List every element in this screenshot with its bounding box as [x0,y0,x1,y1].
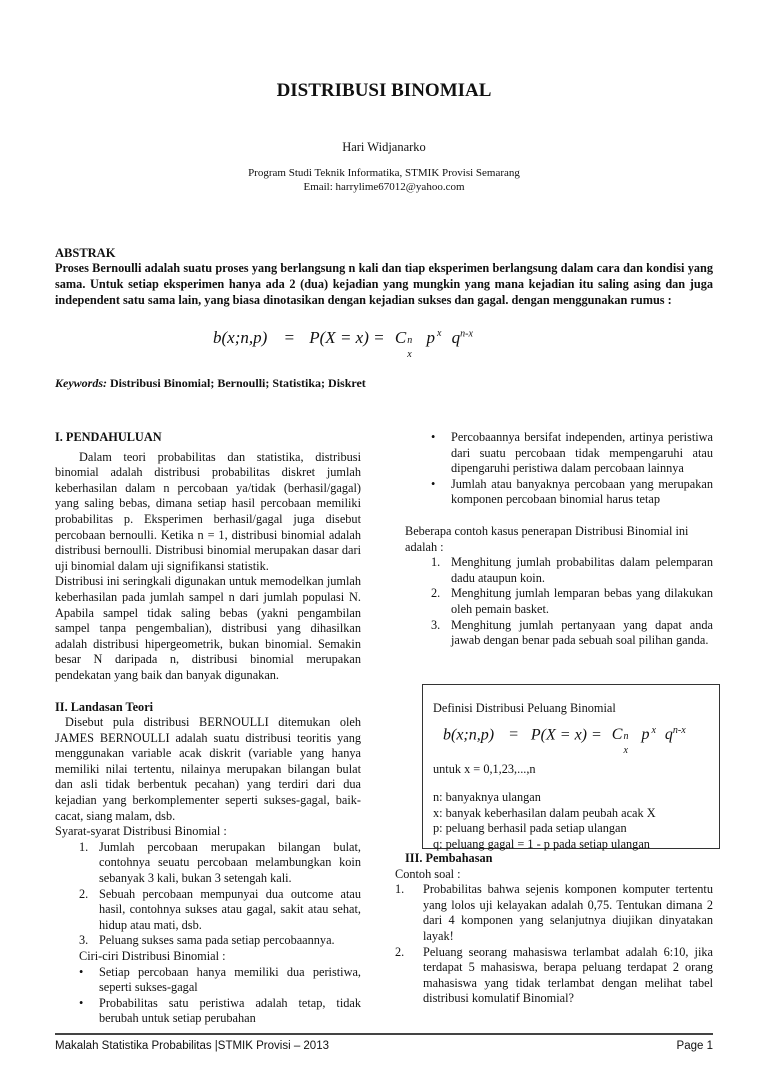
syarat-heading: Syarat-syarat Distribusi Binomial : [55,824,227,839]
formula-p: p [426,328,435,347]
definition-term: p: peluang berhasil pada setiap ulangan [433,821,627,836]
footer-divider [55,1033,713,1035]
box-formula-nx-sup: n-x [672,725,686,736]
list-item: 2. Sebuah percobaan mempunyai dua outcome atau hasil, contohnya sukses atau gagal, sakit atau sehat, hidup atau mati, dsb. [79,886,361,932]
definition-term: n: banyaknya ulangan [433,790,541,804]
box-formula-lhs: b(x;n,p) [443,726,495,744]
box-formula-x-sub: x [623,745,628,757]
abstract-heading: ABSTRAK [55,246,116,260]
box-formula-x-sup: x [651,725,656,736]
list-item: 1. Menghitung jumlah probabilitas dalam pelemparan dadu ataupun koin. [431,555,713,585]
section3-heading: III. Pembahasan [405,851,493,865]
section2-heading: II. Landasan Teori [55,699,154,714]
section1-para2: Distribusi ini seringkali digunakan untuk memodelkan jumlah keberhasilan pada jumlah sampel n dari jumlah populasi N. Apabila sampel tidak saling bebas (yakni pengambilan sampel tanpa pengembalian), distribusi yang dihasilkan adalah distribusi hipergeometrik, bukan binomial. Semakin besar N daripada n, distribusi binomial merupakan pendekatan yang baik dan banyak digunakan. [55,574,361,682]
formula-equals: = [283,328,296,347]
syarat-list [55,840,361,949]
formula-mid: P(X = x) = [309,328,385,347]
list-item: • Setiap percobaan hanya memiliki dua peristiwa, seperti sukses-gagal [79,964,361,995]
list-item: 1. Jumlah percobaan merupakan bilangan bulat, contohnya seuatu percobaan melambungkan koin sebanyak 3 kali, bukan 3 setengah kali. [79,839,361,886]
affiliation-block [0,166,768,194]
section3 [395,851,713,1007]
page-number: Page 1 [676,1040,713,1052]
contoh-intro: Beberapa contoh kasus penerapan Distribusi Binomial ini adalah : [405,523,689,554]
main-formula [213,328,473,360]
list-item: • Percobaannya bersifat independen, artinya peristiwa dari suatu percobaan tidak mempengaruhi atau dipengaruhi peristiwa dalam percobaan lainnya [431,430,713,476]
list-item: • Probabilitas satu peristiwa adalah tetap, tidak berubah untuk setiap perubahan [79,995,361,1026]
section1-para: Dalam teori probabilitas dan statistika, distribusi binomial adalah distribusi probabilitas diskret jumlah keberhasilan dalam n percobaan ya/tidak (berhasil/gagal) yang saling bebas, dimana setiap hasil percobaan memiliki probabilitas p. Eksperimen berhasil/gagal juga disebut percobaan bernoulli. Ketika n = 1, distribusi binomial adalah distribusi bernoulli. Distribusi binomial merupakan dasar dari uji binomial dalam uji signifikansi statistik. [55,449,361,573]
ciri-heading: Ciri-ciri Distribusi Binomial : [79,949,226,963]
formula-q: q [451,328,461,347]
box-formula-mid: P(X = x) = [530,726,602,744]
author-name: Hari Widjanarko [342,140,426,154]
definition-term: q: peluang gagal = 1 - p pada setiap ulangan [433,836,650,851]
list-item: 3. Menghitung jumlah pertanyaan yang dapat anda jawab dengan benar pada sebuah soal pilihan ganda. [431,617,713,648]
definition-box [422,684,720,849]
formula-n-sup: n [407,335,413,346]
paper-title: DISTRIBUSI BINOMIAL [276,80,492,101]
box-formula-p: p [641,726,650,744]
definition-terms [433,790,656,852]
section1-heading: I. PENDAHULUAN [55,430,162,444]
list-item: 2. Peluang seorang mahasiswa terlambat adalah 6:10, jika terdapat 5 mahasiswa, berapa peluang terdapat 2 orang mahasiswa yang tidak terlambat dengan melihat tabel distribusi komulatif Binomial? [395,944,713,1006]
box-formula [443,725,686,757]
left-column [55,430,361,1027]
box-formula-n-sup: n [623,731,629,743]
list-item: 1. Probabilitas bahwa sejenis komponen komputer tertentu yang lolos uji kelayakan adalah 0,75. Tentukan dimana 2 dari 4 komponen yang selanjutnya diujikan dinyatakan layak! [395,882,713,943]
affiliation: Program Studi Teknik Informatika, STMIK Provisi Semarang [248,167,520,179]
box-formula-equals: = [508,726,519,744]
independence-bullets [405,430,713,508]
box-formula-q: q [664,726,673,744]
right-column [405,430,713,649]
keywords-label: Keywords: [55,376,107,390]
formula-lhs: b(x;n,p) [213,328,268,347]
author-email: Email: harrylime67012@yahoo.com [303,181,465,193]
keywords-text: Distribusi Binomial; Bernoulli; Statistika; Diskret [110,376,366,390]
keywords [55,376,366,391]
definition-heading: Definisi Distribusi Peluang Binomial [433,701,616,715]
formula-x-sub: x [407,349,412,360]
formula-c: C [394,328,407,347]
formula-x-sup: x [436,328,442,340]
section3-sub: Contoh soal : [395,866,461,881]
definition-term: x: banyak keberhasilan dalam peubah acak X [433,805,656,820]
abstract-text: Proses Bernoulli adalah suatu proses yang berlangsung n kali dan tiap eksperimen berlangsung dalam cara dan kondisi yang sama. Untuk setiap eksperimen hanya ada 2 (dua) kejadian yang mungkin yang mana kejadian itu saling asing dan juga independent satu sama lain, yang biasa dinotasikan dengan kejadian sukses dan gagal. dengan menggunakan rumus : [55,261,713,307]
box-formula-c: C [611,726,623,744]
list-item: 3. Peluang sukses sama pada setiap percobaannya. [79,933,335,948]
contoh-list [405,555,713,649]
soal-list [395,882,713,1007]
list-item: • Jumlah atau banyaknya percobaan yang merupakan komponen percobaan binomial harus tetap [431,476,713,507]
formula-nx-sup: n-x [460,328,473,340]
list-item: 2. Menghitung jumlah lemparan bebas yang dilakukan oleh pemain basket. [431,586,713,616]
section2-para: Disebut pula distribusi BERNOULLI ditemukan oleh JAMES BERNOULLI adalah suatu distribusi teoritis yang menggunakan variable acak diskrit (variable yang hanya memiliki nilai tertentu, nilainya merupakan bilangan bulat dan asli tidak berbentuk pecahan) yang terdiri dari dua kejadian yang berkomplementer seperti sukses-gagal, baik-cacat, siang malam, dsb. [55,715,361,823]
ciri-list [55,965,361,1027]
footer-text: Makalah Statistika Probabilitas |STMIK Provisi – 2013 [55,1040,329,1052]
definition-range: untuk x = 0,1,23,...,n [433,762,536,776]
